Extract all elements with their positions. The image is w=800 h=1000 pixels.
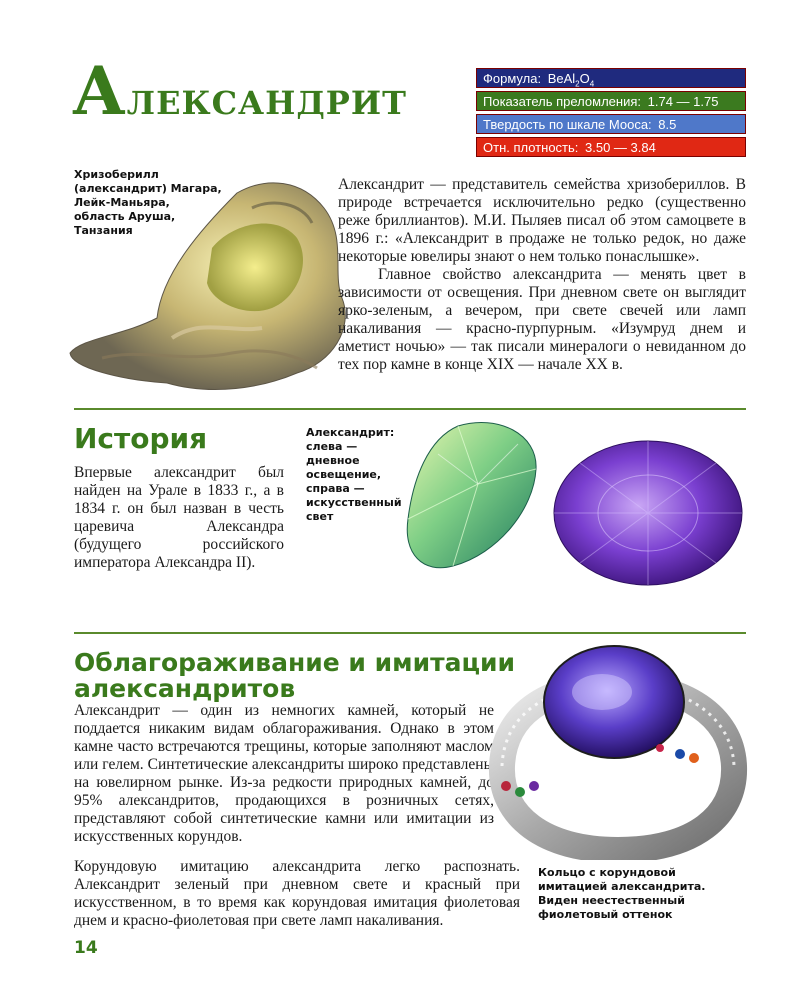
property-hardness	[476, 114, 746, 134]
imitation-heading-line-2: александритов	[74, 674, 296, 704]
mineral-caption: Хризоберилл (александрит) Магара, Лейк-Маньяра, область Аруша, Танзания	[74, 168, 222, 237]
mineral-image	[62, 168, 362, 400]
property-value: 3.50 — 3.84	[585, 140, 656, 155]
property-label: Отн. плотность:	[483, 140, 579, 155]
imitation-paragraph-1: Александрит — один из немногих камней, который не поддается никаким видам облагораживания. Однако в этом камне часто встречаются трещины, которые заполняют маслом или гелем. Синтетические александриты широко представлены на ювелирном рынке. Из-за редкости природных камней, до 95% александритов, продающихся в розничных сетях, представляют собой синтетические камни или имитации из искусственных корундов.	[74, 702, 494, 845]
gem-daylight-image	[398, 414, 548, 574]
property-label: Твердость по шкале Мооса:	[483, 117, 652, 132]
page-title	[72, 52, 407, 130]
property-value: $BeAl_2O_4$	[547, 71, 595, 89]
property-label: Показатель преломления:	[483, 94, 641, 109]
property-refractive-index	[476, 91, 746, 111]
ring-image	[484, 636, 750, 860]
page-number: 14	[74, 938, 98, 958]
property-density	[476, 137, 746, 157]
property-value: 1.74 — 1.75	[647, 94, 719, 109]
intro-paragraph-1: Александрит — представитель семейства хризобериллов. В природе встречается исключительно редко (существенно реже бриллиантов). М.И. Пыляев писал об этом самоцвете в 1896 г.: «Александрит в продаже не только редок, но даже некоторые ювелиры знают о нем только понаслышке».	[338, 176, 746, 265]
history-text: Впервые александрит был найден на Урале в 1833 г., а в 1834 г. он был назван в честь царевича Александра (будущего российского императора Александра II).	[74, 464, 284, 571]
property-label: Формула:	[483, 71, 542, 86]
imitation-paragraph-2: Корундовую имитацию александрита легко распознать. Александрит зеленый при дневном свете и красный при искусственном, в то время как корундовая имитация фиолетовая днем и красно-фиолетовая при свете ламп накаливания.	[74, 858, 520, 929]
properties-panel	[476, 68, 746, 160]
property-value: 8.5	[658, 117, 677, 132]
intro-paragraph-2: Главное свойство александрита — менять цвет в зависимости от освещения. При дневном свете он выглядит ярко-зеленым, а вечером, при свете свечей или ламп накаливания — красно-пурпурным. «Изумруд днем и аметист ночью» — так писали минералоги о невиданном до тех пор камне в конце XIX — начале XX в.	[338, 266, 746, 373]
section-divider	[74, 632, 746, 634]
gem-artificial-light-image	[550, 438, 746, 588]
imitation-heading-line-1: Облагораживание и имитации	[74, 648, 516, 677]
history-heading: История	[74, 422, 208, 455]
section-divider	[74, 408, 746, 410]
intro-text	[338, 176, 746, 374]
imitation-heading	[74, 650, 534, 703]
property-formula	[476, 68, 746, 88]
title-first-letter: А	[72, 52, 127, 130]
ring-caption: Кольцо с корундовой имитацией александрита. Виден неестественный фиолетовый оттенок	[538, 866, 706, 921]
title-rest: лександрит	[126, 71, 407, 125]
gem-caption: Александрит: слева — дневное освещение, справа — искусственный свет	[306, 426, 402, 523]
